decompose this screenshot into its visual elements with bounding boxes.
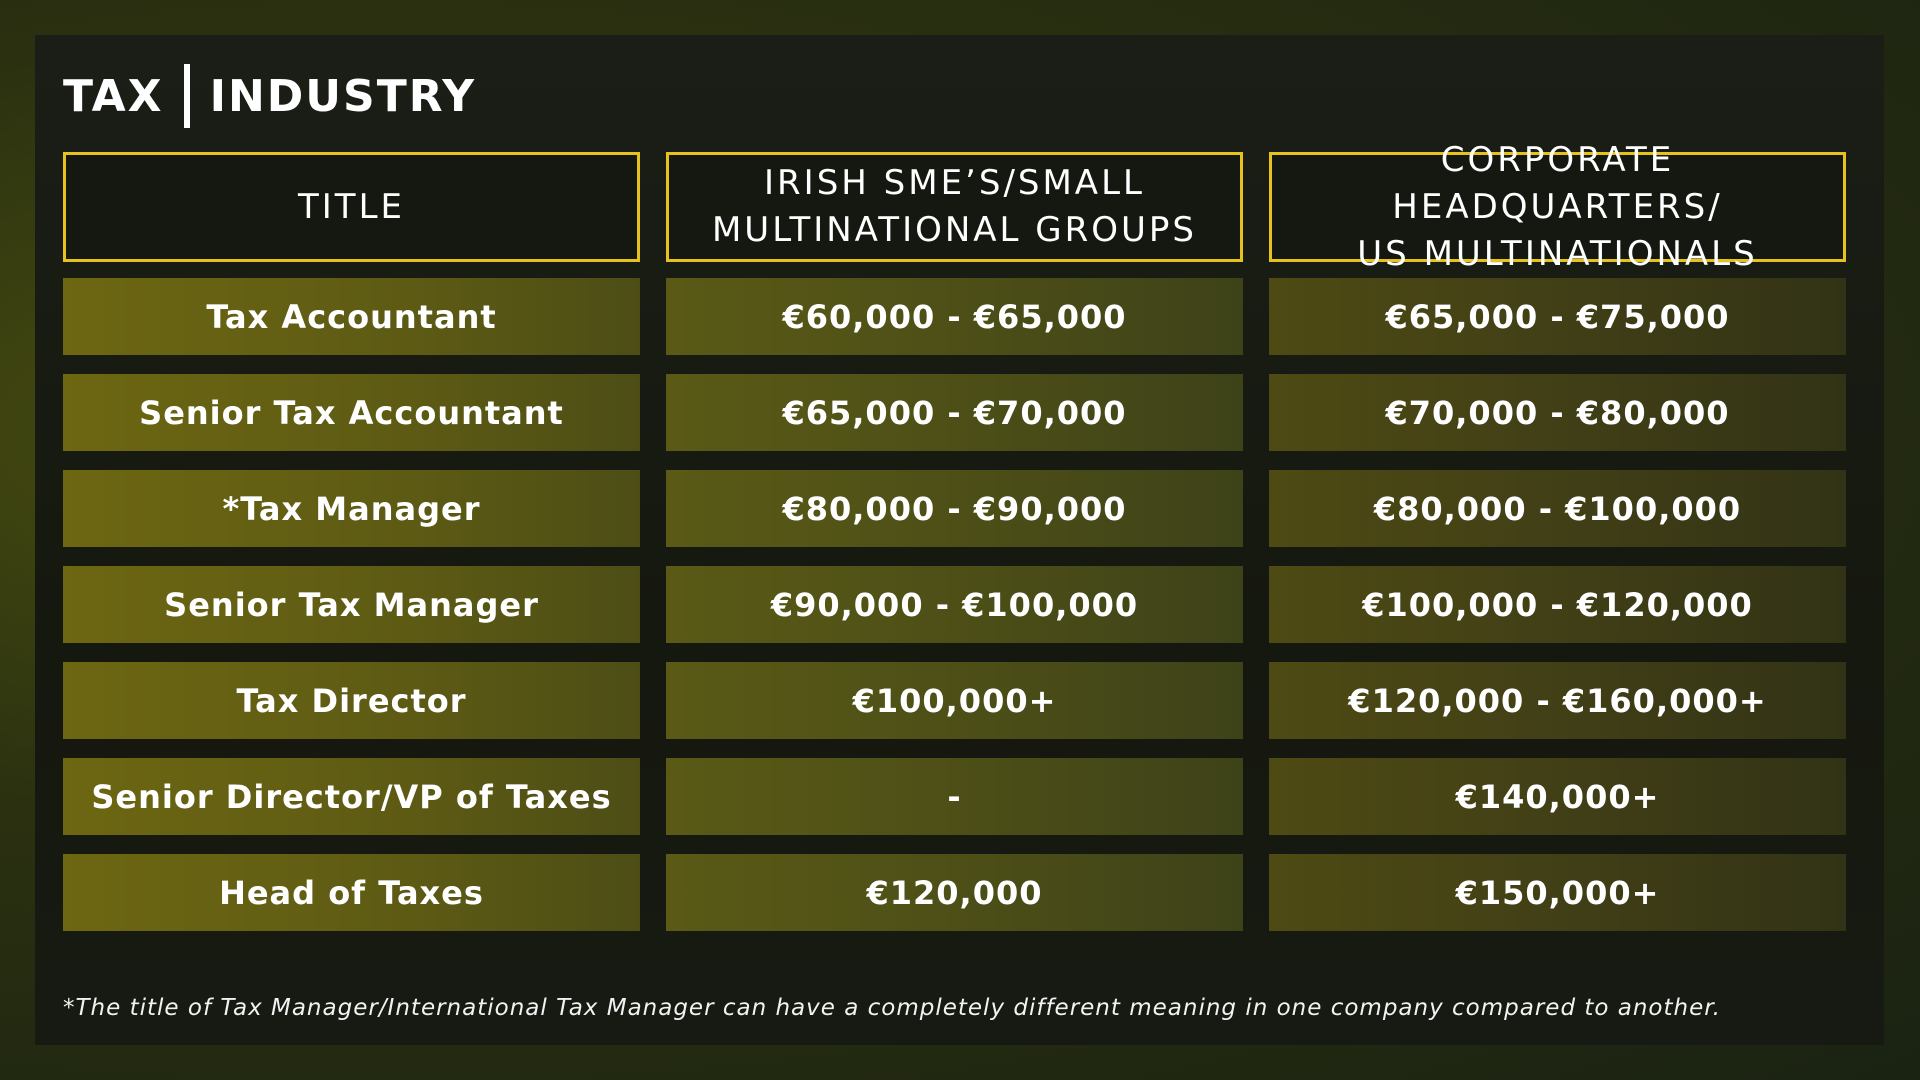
table-row bbox=[63, 374, 1858, 451]
title-tax: TAX bbox=[63, 70, 164, 122]
row-title-cell: Senior Director/VP of Taxes bbox=[63, 758, 640, 835]
row-sme-salary-cell: €120,000 bbox=[666, 854, 1243, 931]
row-sme-salary-cell: €60,000 - €65,000 bbox=[666, 278, 1243, 355]
row-title-cell: Senior Tax Manager bbox=[63, 566, 640, 643]
row-corporate-salary-cell: €100,000 - €120,000 bbox=[1269, 566, 1846, 643]
row-sme-salary-cell: €100,000+ bbox=[666, 662, 1243, 739]
footnote: *The title of Tax Manager/International Tax Manager can have a completely different meaning in one company compared to another. bbox=[63, 995, 1721, 1021]
row-corporate-salary-cell: €65,000 - €75,000 bbox=[1269, 278, 1846, 355]
table-row bbox=[63, 470, 1858, 547]
title-divider bbox=[184, 64, 190, 128]
header-title: TITLE bbox=[63, 152, 640, 262]
row-title-cell: *Tax Manager bbox=[63, 470, 640, 547]
title-industry: INDUSTRY bbox=[209, 70, 477, 122]
salary-table bbox=[63, 139, 1858, 931]
table-header-row bbox=[63, 139, 1858, 274]
page-title bbox=[63, 61, 476, 131]
row-title-cell: Head of Taxes bbox=[63, 854, 640, 931]
row-corporate-salary-cell: €70,000 - €80,000 bbox=[1269, 374, 1846, 451]
row-corporate-salary-cell: €120,000 - €160,000+ bbox=[1269, 662, 1846, 739]
header-corporate-hq: CORPORATE HEADQUARTERS/ US MULTINATIONALS bbox=[1269, 152, 1846, 262]
row-sme-salary-cell: - bbox=[666, 758, 1243, 835]
table-row bbox=[63, 662, 1858, 739]
row-sme-salary-cell: €80,000 - €90,000 bbox=[666, 470, 1243, 547]
table-row bbox=[63, 278, 1858, 355]
row-corporate-salary-cell: €140,000+ bbox=[1269, 758, 1846, 835]
row-corporate-salary-cell: €80,000 - €100,000 bbox=[1269, 470, 1846, 547]
table-row bbox=[63, 566, 1858, 643]
row-sme-salary-cell: €65,000 - €70,000 bbox=[666, 374, 1243, 451]
row-title-cell: Senior Tax Accountant bbox=[63, 374, 640, 451]
row-title-cell: Tax Director bbox=[63, 662, 640, 739]
table-row bbox=[63, 758, 1858, 835]
table-row bbox=[63, 854, 1858, 931]
content-panel bbox=[35, 35, 1884, 1045]
row-sme-salary-cell: €90,000 - €100,000 bbox=[666, 566, 1243, 643]
header-irish-sme: IRISH SME’S/SMALL MULTINATIONAL GROUPS bbox=[666, 152, 1243, 262]
row-corporate-salary-cell: €150,000+ bbox=[1269, 854, 1846, 931]
row-title-cell: Tax Accountant bbox=[63, 278, 640, 355]
